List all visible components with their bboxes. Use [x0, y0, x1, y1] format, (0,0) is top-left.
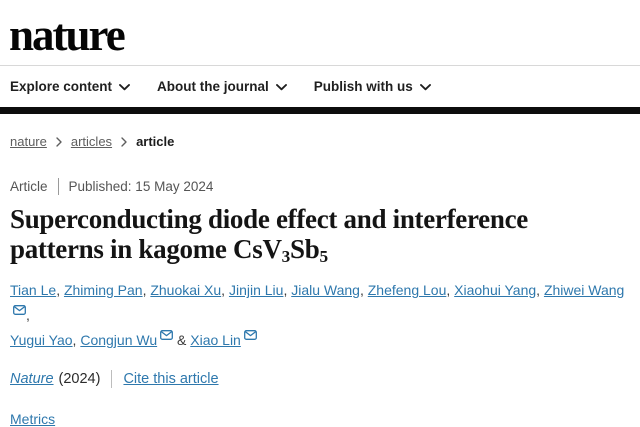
author-separator: ,	[72, 332, 81, 348]
citation-divider	[111, 370, 112, 388]
author-link[interactable]: Zhiming Pan	[63, 282, 143, 298]
breadcrumb-item-nature[interactable]: nature	[10, 134, 47, 149]
nav-item-about-the-journal[interactable]	[157, 79, 287, 94]
page-title	[10, 204, 610, 264]
author-separator: ,	[536, 282, 544, 298]
author-link[interactable]: Zhefeng Lou	[367, 282, 447, 298]
title-subscript: 3	[281, 247, 290, 266]
breadcrumb-item-articles[interactable]: articles	[70, 134, 113, 149]
author-link[interactable]: Zhuokai Xu	[150, 282, 222, 298]
nav-item-label: Explore content	[10, 79, 113, 94]
site-header	[0, 0, 640, 114]
nature-logo[interactable]: nature	[9, 10, 124, 60]
chevron-down-icon	[276, 84, 287, 91]
author-separator: ,	[142, 282, 151, 298]
author-separator: ,	[26, 307, 30, 323]
nav-item-label: Publish with us	[313, 79, 413, 94]
author-link[interactable]: Jinjin Liu	[228, 282, 284, 298]
metrics-link[interactable]: Metrics	[10, 411, 56, 427]
author-link[interactable]: Jialu Wang	[291, 282, 360, 298]
article-type-label: Article	[10, 179, 48, 194]
author-link[interactable]: Yugui Yao	[10, 332, 73, 348]
author-separator: ,	[359, 282, 368, 298]
citation-year: (2024)	[58, 371, 101, 387]
nav-item-explore-content[interactable]	[10, 79, 130, 94]
author-list	[10, 278, 630, 353]
article-meta	[10, 178, 630, 195]
title-text: patterns in kagome CsV	[10, 234, 282, 264]
email-envelope-icon[interactable]	[244, 330, 257, 340]
title-subscript: 5	[319, 247, 328, 266]
breadcrumb	[10, 134, 630, 149]
published-date-label: Published: 15 May 2024	[68, 179, 214, 194]
author-link[interactable]: Congjun Wu	[80, 332, 158, 348]
meta-divider	[58, 178, 59, 195]
author-link[interactable]: Zhiwei Wang	[543, 282, 625, 298]
title-text: Sb	[290, 234, 320, 264]
author-separator: ,	[283, 282, 292, 298]
author-link[interactable]: Xiao Lin	[190, 332, 241, 348]
breadcrumb-item-article: article	[136, 134, 175, 149]
title-text: Superconducting diode effect and interference	[10, 204, 528, 234]
chevron-right-icon	[121, 137, 127, 147]
author-separator: ,	[446, 282, 455, 298]
author-link[interactable]: Xiaohui Yang	[454, 282, 537, 298]
email-envelope-icon[interactable]	[160, 330, 173, 340]
author-separator: &	[173, 332, 191, 348]
main-nav	[0, 66, 640, 107]
nav-item-publish-with-us[interactable]	[314, 79, 431, 94]
citation-row	[10, 370, 630, 388]
journal-link[interactable]: Nature	[10, 371, 54, 387]
chevron-down-icon	[119, 84, 130, 91]
author-link[interactable]: Tian Le	[10, 282, 57, 298]
chevron-right-icon	[56, 137, 62, 147]
author-separator: ,	[221, 282, 229, 298]
header-black-bar	[0, 107, 640, 114]
metrics-row	[10, 411, 630, 427]
cite-this-article-link[interactable]: Cite this article	[123, 371, 219, 387]
author-separator: ,	[56, 282, 64, 298]
chevron-down-icon	[420, 84, 431, 91]
article-header	[0, 134, 640, 427]
email-envelope-icon[interactable]	[13, 305, 26, 315]
nav-item-label: About the journal	[157, 79, 269, 94]
